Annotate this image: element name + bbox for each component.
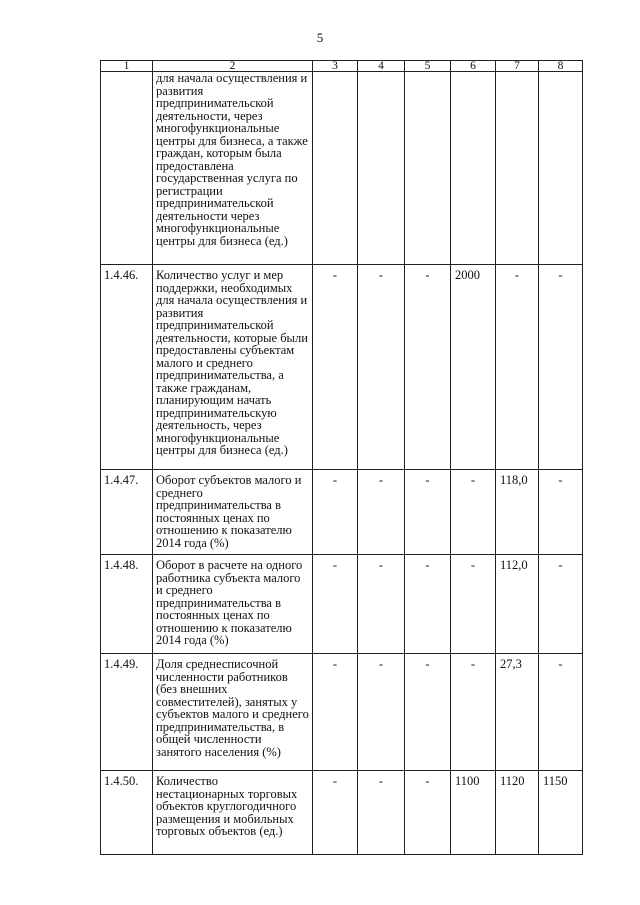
table-row — [101, 265, 583, 470]
row-description: Оборот в расчете на одного работника субъекта малого и среднего предпринимательства в постоянных ценах по отношению к показателю 2014 года (%) — [153, 555, 313, 654]
cell-col8: - — [539, 265, 583, 470]
row-code: 1.4.47. — [101, 470, 153, 555]
col-header-6: 6 — [451, 61, 496, 72]
cell-col6 — [451, 72, 496, 265]
cell-col3: - — [313, 265, 358, 470]
cell-col4: - — [358, 654, 405, 771]
cell-col6: - — [451, 555, 496, 654]
page-number: 5 — [316, 30, 324, 45]
header-row — [101, 61, 583, 72]
row-description: Количество нестационарных торговых объектов круглогодичного размещения и мобильных торговых объектов (ед.) — [153, 771, 313, 855]
cell-col7: - — [496, 265, 539, 470]
cell-col7 — [496, 72, 539, 265]
cell-col4: - — [358, 470, 405, 555]
cell-col8: - — [539, 470, 583, 555]
cell-col5: - — [405, 654, 451, 771]
cell-col4: - — [358, 555, 405, 654]
table-row — [101, 555, 583, 654]
cell-col6: - — [451, 470, 496, 555]
indicators-table — [100, 60, 583, 855]
cell-col8: - — [539, 555, 583, 654]
col-header-3: 3 — [313, 61, 358, 72]
row-code: 1.4.49. — [101, 654, 153, 771]
cell-col4 — [358, 72, 405, 265]
cell-col8 — [539, 72, 583, 265]
cell-col4: - — [358, 265, 405, 470]
table-row — [101, 72, 583, 265]
cell-col8: - — [539, 654, 583, 771]
cell-col4: - — [358, 771, 405, 855]
row-code — [101, 72, 153, 265]
cell-col7: 1120 — [496, 771, 539, 855]
row-description: Количество услуг и мер поддержки, необходимых для начала осуществления и развития предпринимательской деятельности, которые были предоставлены субъектам малого и среднего предпринимательства, а также гражданам, планирующим начать предпринимательскую деятельность, через многофункциональные центры для бизнеса (ед.) — [153, 265, 313, 470]
cell-col7: 112,0 — [496, 555, 539, 654]
col-header-2: 2 — [153, 61, 313, 72]
row-code: 1.4.46. — [101, 265, 153, 470]
cell-col3: - — [313, 555, 358, 654]
table-row — [101, 470, 583, 555]
row-description: Доля среднесписочной численности работников (без внешних совместителей), занятых у субъектов малого и среднего предпринимательства, в общей численности занятого населения (%) — [153, 654, 313, 771]
row-description: Оборот субъектов малого и среднего предпринимательства в постоянных ценах по отношению к показателю 2014 года (%) — [153, 470, 313, 555]
cell-col5 — [405, 72, 451, 265]
cell-col7: 27,3 — [496, 654, 539, 771]
cell-col5: - — [405, 771, 451, 855]
col-header-5: 5 — [405, 61, 451, 72]
cell-col5: - — [405, 555, 451, 654]
cell-col3: - — [313, 654, 358, 771]
cell-col5: - — [405, 470, 451, 555]
row-code: 1.4.50. — [101, 771, 153, 855]
col-header-4: 4 — [358, 61, 405, 72]
cell-col5: - — [405, 265, 451, 470]
cell-col7: 118,0 — [496, 470, 539, 555]
cell-col6: 1100 — [451, 771, 496, 855]
row-description: для начала осуществления и развития предпринимательской деятельности, через многофункциональные центры для бизнеса, а также граждан, которым была предоставлена государственная услуга по регистрации предпринимательской деятельности через многофункциональные центры для бизнеса (ед.) — [153, 72, 313, 265]
table-row — [101, 654, 583, 771]
cell-col6: - — [451, 654, 496, 771]
cell-col3: - — [313, 771, 358, 855]
cell-col8: 1150 — [539, 771, 583, 855]
col-header-7: 7 — [496, 61, 539, 72]
cell-col3: - — [313, 470, 358, 555]
col-header-1: 1 — [101, 61, 153, 72]
col-header-8: 8 — [539, 61, 583, 72]
cell-col3 — [313, 72, 358, 265]
table-row — [101, 771, 583, 855]
row-code: 1.4.48. — [101, 555, 153, 654]
cell-col6: 2000 — [451, 265, 496, 470]
